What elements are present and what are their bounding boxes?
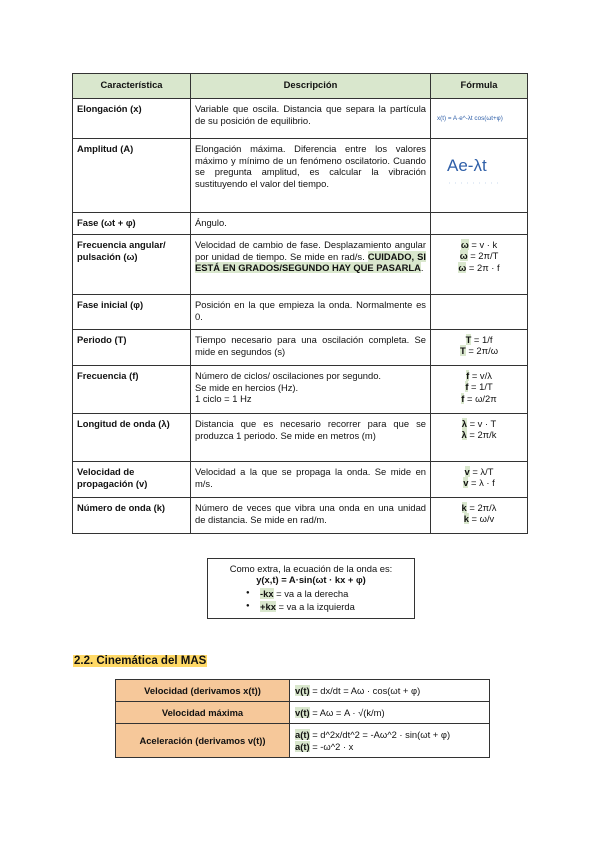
svg-text:Ae-λt: Ae-λt	[447, 156, 487, 175]
bullet-term: +kx	[260, 601, 276, 612]
table-row	[116, 702, 490, 724]
header-description: Descripción	[191, 74, 431, 99]
kin-label: Aceleración (derivamos v(t))	[116, 724, 290, 758]
description-line: Se mide en hercios (Hz).	[195, 381, 299, 393]
row-description: Distancia que es necesario recorrer para que se produzca 1 periodo. Se mide en metros (m)	[191, 414, 431, 462]
formula-expression: = 2π/k	[466, 429, 497, 441]
kin-label: Velocidad (derivamos x(t))	[116, 680, 290, 702]
wave-properties-table	[72, 73, 528, 534]
header-characteristic: Característica	[73, 74, 191, 99]
formula-symbol: λ	[461, 418, 467, 429]
formula-expression: = 1/T	[468, 381, 493, 393]
formula-expression: = 2π/T	[467, 250, 499, 262]
formula-expression: = v/λ	[469, 370, 492, 381]
row-name: Elongación (x)	[73, 99, 191, 139]
formula-expression: = d^2x/dt^2 = -Aω^2 · sin(ωt + φ)	[309, 729, 451, 741]
bullet-text: = va a la derecha	[273, 588, 349, 599]
row-formula	[431, 295, 528, 330]
bullet-term: -kx	[260, 588, 274, 599]
row-formula	[431, 330, 528, 366]
row-name: Número de onda (k)	[73, 498, 191, 534]
table-row	[73, 99, 528, 139]
description-line: 1 ciclo = 1 Hz	[195, 393, 252, 405]
formula-symbol: a(t)	[295, 729, 310, 741]
row-description	[191, 366, 431, 414]
description-line: Número de ciclos/ oscilaciones por segundo.	[195, 370, 382, 381]
formula-expression: = v · k	[468, 239, 498, 250]
row-name: Longitud de onda (λ)	[73, 414, 191, 462]
row-description: Posición en la que empieza la onda. Normalmente es 0.	[191, 295, 431, 330]
kin-formula	[290, 724, 490, 758]
table-row	[73, 235, 528, 295]
bullet-text: = va a la izquierda	[275, 601, 355, 612]
row-description: Velocidad a la que se propaga la onda. Se mide en m/s.	[191, 462, 431, 498]
extra-intro: Como extra, la ecuación de la onda es:	[229, 563, 393, 574]
formula-symbol: a(t)	[295, 740, 310, 752]
wave-equation-box	[207, 558, 415, 619]
svg-text:x(t) = A·e^-λt cos(ωt+φ): x(t) = A·e^-λt cos(ωt+φ)	[437, 115, 503, 123]
formula-symbol: f	[465, 381, 469, 393]
formula-expression: = 1/f	[471, 334, 493, 345]
row-formula	[431, 414, 528, 462]
table-row	[73, 330, 528, 366]
description-end: .	[420, 262, 424, 274]
row-formula	[431, 366, 528, 414]
formula-symbol: T	[459, 345, 466, 357]
table-row	[73, 139, 528, 213]
row-description: Elongación máxima. Diferencia entre los valores máximo y mínimo de un fenómeno oscilatorio. Cuando se pregunta amplitud, es calcular la vibración sustituyendo el valor del tiempo.	[191, 139, 431, 213]
row-formula	[431, 462, 528, 498]
table-row	[73, 295, 528, 330]
formula-expression: = 2π · f	[466, 261, 500, 273]
formula-expression: = dx/dt = Aω · cos(ωt + φ)	[309, 684, 421, 696]
amplitude-formula-image	[431, 139, 528, 213]
formula-expression: = 2π/ω	[465, 345, 499, 357]
formula-symbol: v(t)	[295, 684, 310, 696]
row-name: Velocidad de propagación (v)	[73, 462, 191, 498]
formula-expression: = ω/2π	[464, 392, 497, 404]
row-name: Periodo (T)	[73, 330, 191, 366]
formula-symbol: ω	[460, 239, 469, 250]
formula-expression: = λ · f	[468, 477, 495, 489]
formula-expression: = -ω^2 · x	[309, 740, 354, 752]
kinematics-table	[115, 679, 490, 758]
direction-list	[214, 588, 408, 612]
formula-expression: = λ/T	[469, 466, 494, 477]
formula-symbol: λ	[461, 429, 467, 441]
table-row	[116, 724, 490, 758]
warning-text: CUIDADO, SI ESTÁ EN GRADOS/SEGUNDO HAY QUE PASARLA	[195, 250, 426, 274]
formula-symbol: f	[461, 392, 465, 404]
table-row	[116, 680, 490, 702]
formula-symbol: v	[463, 477, 469, 489]
row-description: Tiempo necesario para una oscilación completa. Se mide en segundos (s)	[191, 330, 431, 366]
formula-expression: = Aω = A · √(k/m)	[309, 706, 385, 718]
table-row	[73, 462, 528, 498]
formula-symbol: f	[466, 370, 470, 381]
header-formula: Fórmula	[431, 74, 528, 99]
row-name: Frecuencia (f)	[73, 366, 191, 414]
table-header-row	[73, 74, 528, 99]
handwritten-amplitude-image	[439, 143, 519, 195]
list-item	[260, 588, 408, 599]
table-row	[73, 498, 528, 534]
row-description	[191, 235, 431, 295]
row-description: Número de veces que vibra una onda en una unidad de distancia. Se mide en rad/m.	[191, 498, 431, 534]
formula-symbol: v	[464, 466, 470, 477]
elongation-formula-image	[431, 99, 528, 139]
row-description: Variable que oscila. Distancia que separa la partícula de su posición de equilibrio.	[191, 99, 431, 139]
row-formula	[431, 213, 528, 235]
kin-label: Velocidad máxima	[116, 702, 290, 724]
table-row	[73, 366, 528, 414]
formula-symbol: k	[463, 513, 469, 525]
table-row	[73, 213, 528, 235]
row-description: Ángulo.	[191, 213, 431, 235]
row-name: Amplitud (A)	[73, 139, 191, 213]
formula-symbol: ω	[459, 250, 468, 262]
handwritten-formula-image	[435, 109, 523, 125]
row-name: Frecuencia angular/ pulsación (ω)	[73, 235, 191, 295]
formula-symbol: ω	[458, 261, 467, 273]
section-heading: 2.2. Cinemática del MAS	[74, 655, 207, 667]
kin-formula	[290, 702, 490, 724]
description-text: Velocidad de cambio de fase. Desplazamiento angular por unidad de tiempo. Se mide en rad/s.	[195, 239, 426, 262]
table-row	[73, 414, 528, 462]
formula-symbol: k	[461, 502, 467, 513]
wave-equation: y(x,t) = A·sin(ωt · kx + φ)	[256, 574, 366, 585]
formula-expression: = 2π/λ	[466, 502, 497, 513]
row-formula	[431, 235, 528, 295]
formula-symbol: T	[465, 334, 472, 345]
formula-expression: = ω/v	[468, 513, 495, 525]
row-formula	[431, 498, 528, 534]
row-name: Fase inicial (φ)	[73, 295, 191, 330]
row-name: Fase (ωt + φ)	[73, 213, 191, 235]
formula-symbol: v(t)	[295, 706, 310, 718]
kin-formula	[290, 680, 490, 702]
list-item	[260, 601, 408, 612]
formula-expression: = v · T	[466, 418, 497, 429]
